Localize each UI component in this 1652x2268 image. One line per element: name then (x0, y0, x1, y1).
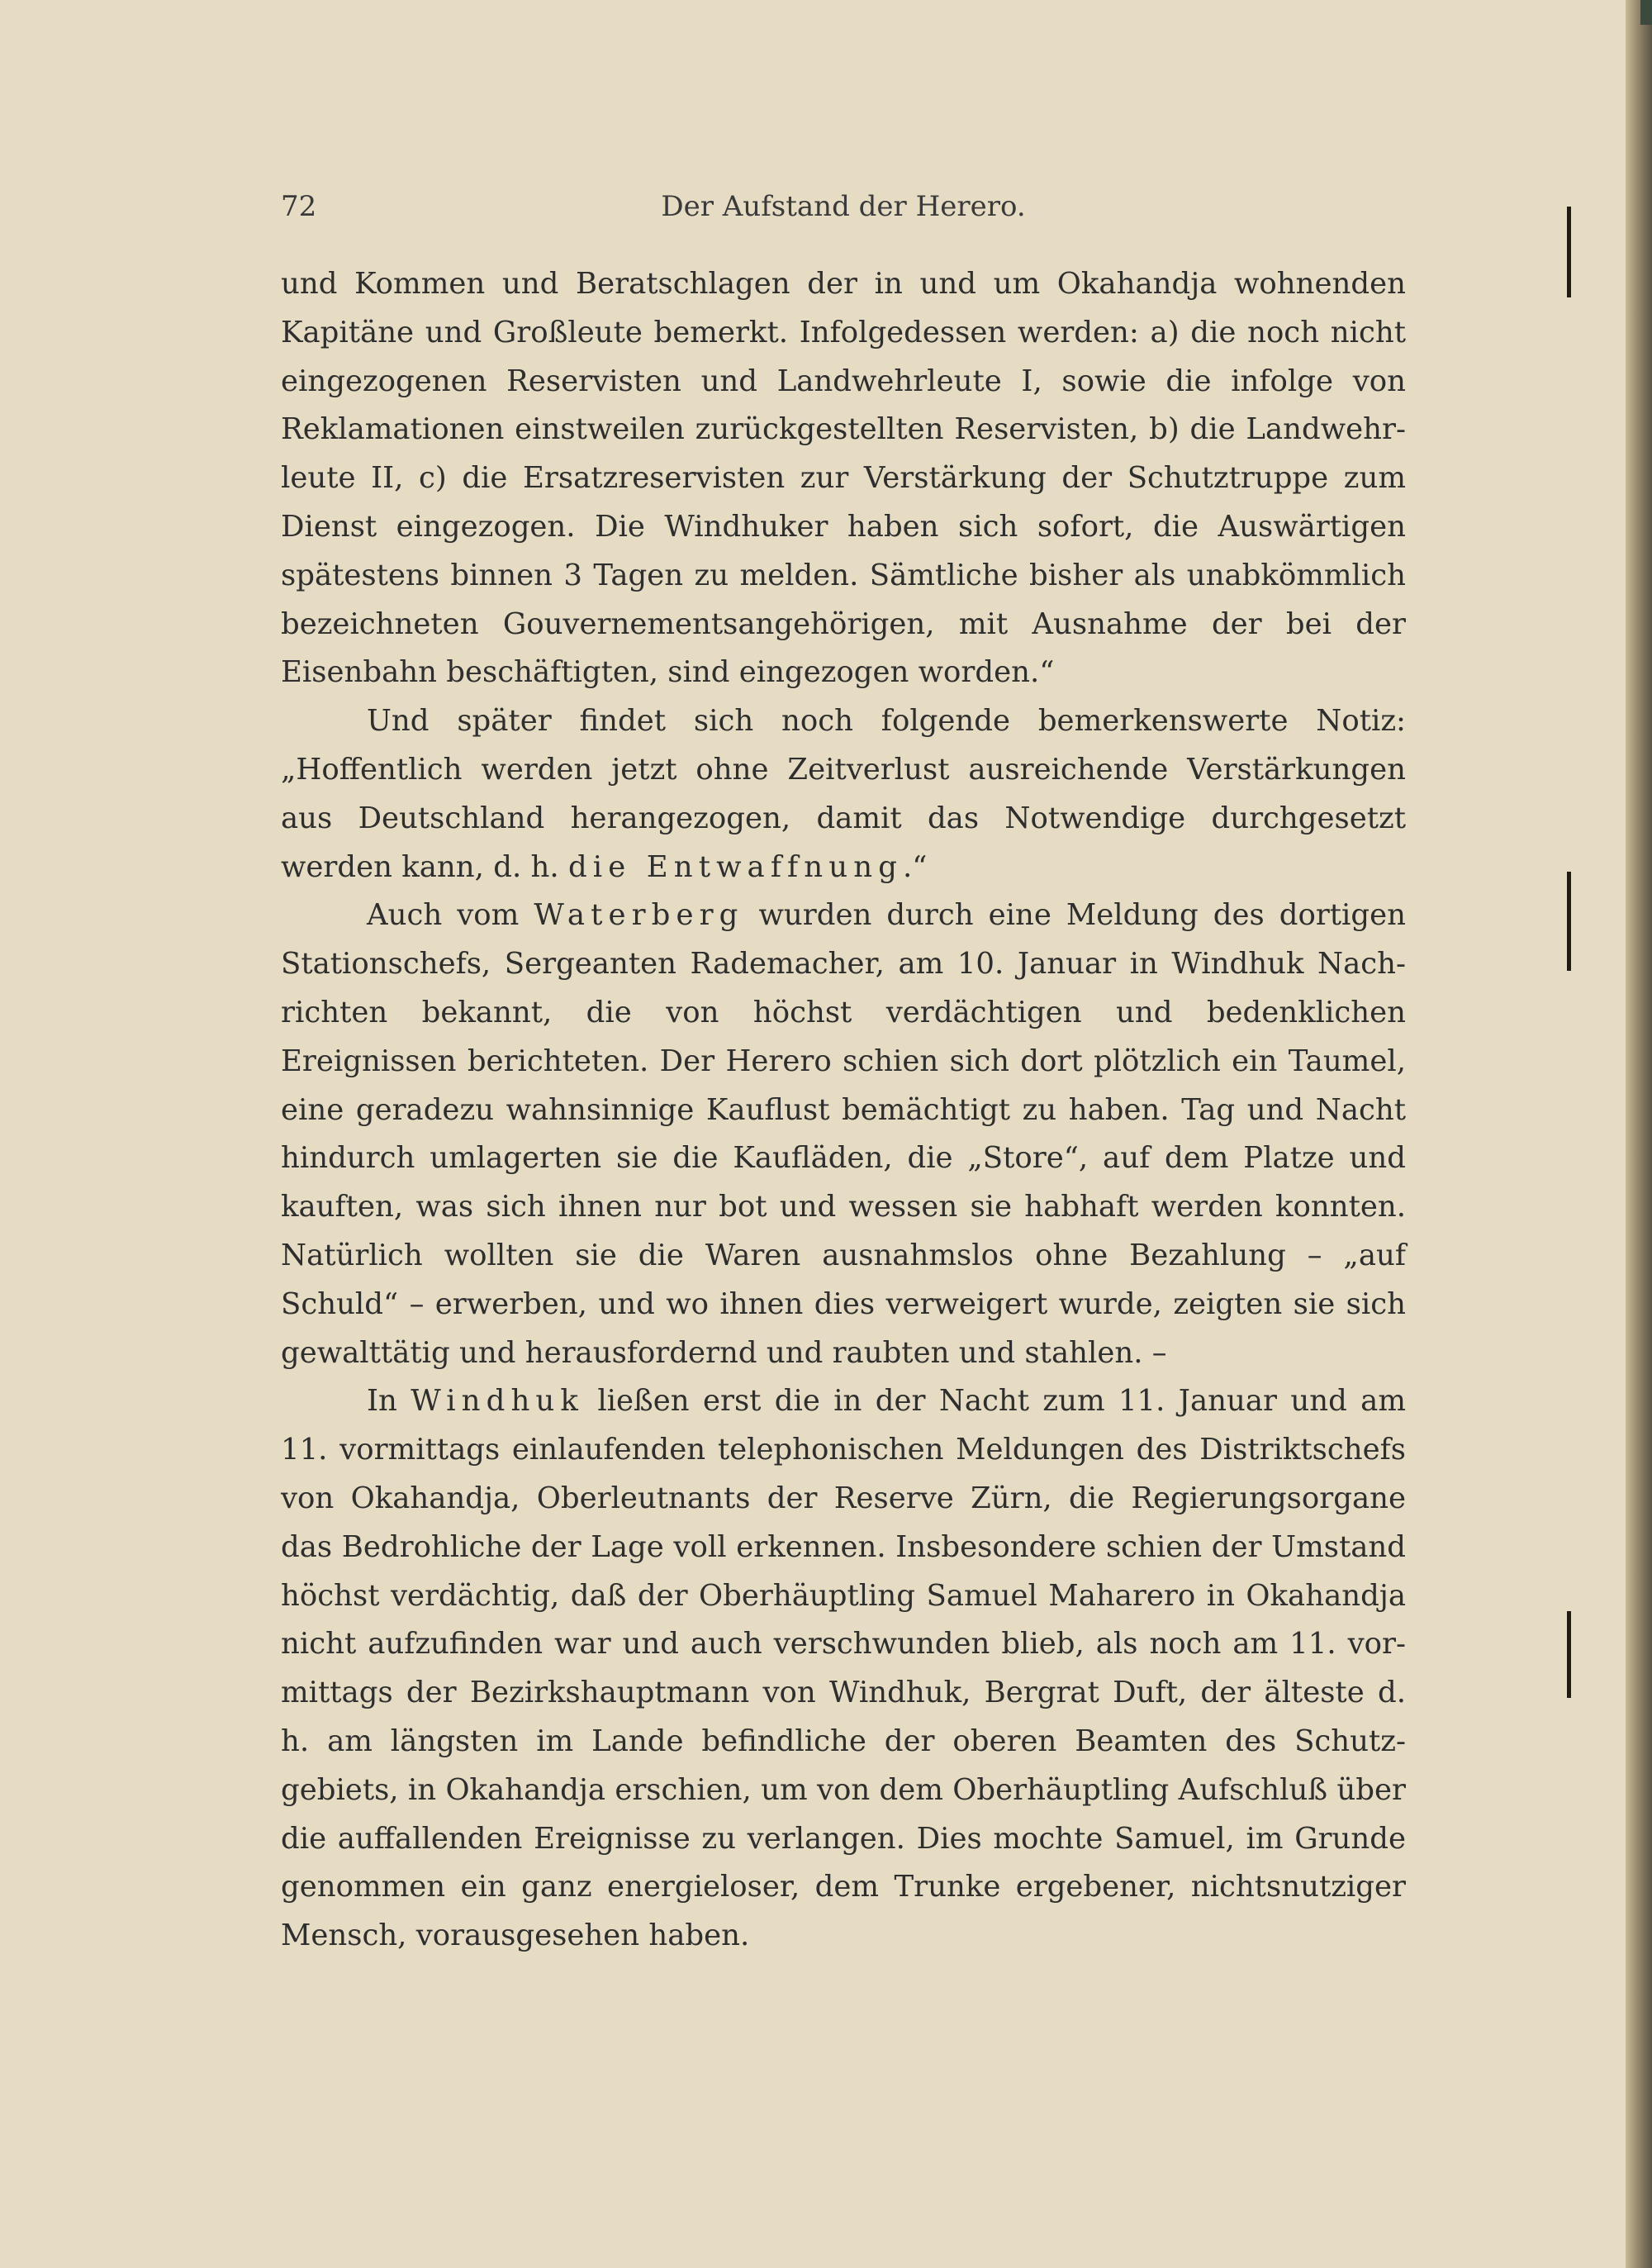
paragraph (281, 697, 1406, 892)
margin-mark (1567, 872, 1571, 971)
body-text (281, 260, 1406, 1961)
page-header (281, 190, 1406, 231)
binding-corner (1640, 0, 1652, 25)
text-run: In (367, 1384, 411, 1419)
page-edge (1626, 0, 1652, 2268)
text-run: .“ (903, 849, 928, 884)
margin-mark (1567, 207, 1571, 297)
margin-mark (1567, 1611, 1571, 1698)
text-run: Auch vom (367, 898, 534, 933)
paragraph (281, 892, 1406, 1377)
text-run: wurden durch eine Meldung des dortigen Stationschefs, Sergeanten Rademacher, am 10. Januar in Windhuk Nachrichten bekannt, die von höchst verdächtigen und bedenklichen Ereignissen berichteten. Der Herero schien sich dort plötzlich ein Taumel, eine geradezu wahnsinnige Kauflust bemächtigt zu haben. Tag und Nacht hindurch umlagerten sie die Kaufläden, die „Store“, auf dem Platze und kauften, was sich ihnen nur bot und wessen sie habhaft werden konnten. Natürlich wollten sie die Waren ausnahmslos ohne Bezahlung – „auf Schuld“ – erwerben, und wo ihnen dies verweigert wurde, zeigten sie sich gewalttätig und herausfordernd und raubten und stahlen. – (281, 898, 1407, 1370)
page-number: 72 (281, 190, 317, 223)
text-run: Und später findet sich noch folgende bemerkenswerte Notiz: „Hoffentlich werden jetzt ohne Zeitverlust ausreichende Verstärkungen aus Deutschland herangezogen, damit das Notwendige durchgesetzt werden kann, d. h. (281, 704, 1406, 884)
paragraph (281, 1377, 1406, 1961)
running-title: Der Aufstand der Herero. (661, 190, 1026, 223)
spaced-emphasis: Waterberg (534, 898, 744, 933)
spaced-emphasis: die Entwaffnung (567, 849, 904, 884)
spaced-emphasis: Windhuk (411, 1384, 584, 1419)
paragraph: und Kommen und Beratschlagen der in und um Okahandja wohnenden Kapitäne und Großleute bemerkt. Infolgedessen werden: a) die noch nicht eingezogenen Reservisten und Landwehrleute I, sowie die infolge von Reklamationen einstweilen zurückgestellten Reservisten, b) die Landwehrleute II, c) die Ersatzreservisten zur Verstärkung der Schutztruppe zum Dienst eingezogen. Die Windhuker haben sich sofort, die Auswärtigen spätestens binnen 3 Tagen zu melden. Sämtliche bisher als unabkömmlich bezeichneten Gouvernementsangehörigen, mit Ausnahme der bei der Eisenbahn beschäftigten, sind eingezogen worden.“ (281, 267, 1406, 690)
text-run: ließen erst die in der Nacht zum 11. Januar und am 11. vormittags einlaufenden telephonischen Meldungen des Distriktschefs von Okahandja, Oberleutnants der Reserve Zürn, die Regierungsorgane das Bedrohliche der Lage voll erkennen. Insbesondere schien der Umstand höchst verdächtig, daß der Oberhäuptling Samuel Maharero in Okahandja nicht aufzufinden war und auch verschwunden blieb, als noch am 11. vormittags der Bezirkshauptmann von Windhuk, Bergrat Duft, der älteste d. h. am längsten im Lande befindliche der oberen Beamten des Schutzgebiets, in Okahandja erschien, um von dem Oberhäuptling Aufschluß über die auffallenden Ereignisse zu verlangen. Dies mochte Samuel, im Grunde genommen ein ganz energieloser, dem Trunke ergebener, nichtsnutziger Mensch, vorausgesehen haben. (281, 1384, 1406, 1953)
